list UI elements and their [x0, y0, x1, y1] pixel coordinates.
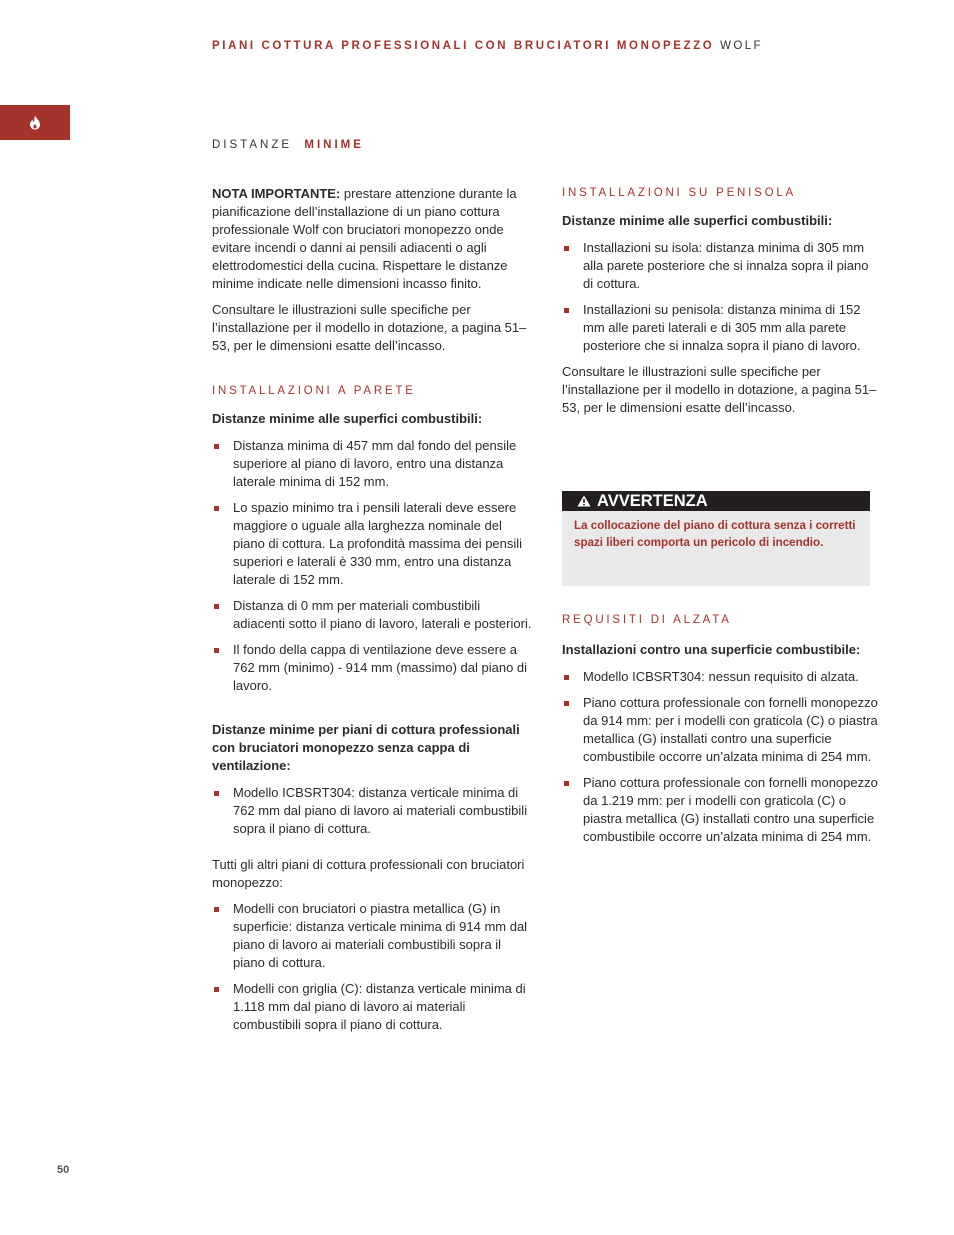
list-item: Distanza di 0 mm per materiali combustibili adiacenti sotto il piano di lavoro, laterali e posteriori. [212, 597, 532, 633]
riser-heading: REQUISITI DI ALZATA [562, 614, 732, 626]
warning-title: AVVERTENZA [597, 492, 708, 510]
list-item: Installazioni su penisola: distanza minima di 152 mm alle pareti laterali e di 305 mm alla parete posteriore che si innalza sopra il piano di lavoro. [562, 301, 878, 355]
riser-list [562, 668, 878, 846]
list-item: Modelli con griglia (C): distanza verticale minima di 1.118 mm dal piano di lavoro ai materiali combustibili sopra il piano di cottura. [212, 980, 532, 1034]
warning-text: La collocazione del piano di cottura senza i corretti spazi liberi comporta un pericolo di incendio. [574, 519, 856, 549]
section-title-highlight: MINIME [304, 139, 364, 151]
important-note [212, 185, 532, 293]
other-cooktops-text: Tutti gli altri piani di cottura professionali con bruciatori monopezzo: [212, 857, 525, 890]
riser-section [562, 613, 878, 846]
page-header [212, 40, 838, 52]
peninsula-list [562, 239, 878, 355]
consult-text: Consultare le illustrazioni sulle specifiche per l’installazione per il modello in dotazione, a pagina 51–53, per le dimensioni esatte dell’incasso. [212, 302, 527, 353]
section-tab [0, 105, 70, 140]
wall-list [212, 437, 532, 695]
peninsula-heading: INSTALLAZIONI SU PENISOLA [562, 187, 797, 199]
consult-text-right: Consultare le illustrazioni sulle specifiche per l’installazione per il modello in dotazione, a pagina 51–53, per le dimensioni esatte dell’incasso. [562, 364, 877, 415]
list-item: Piano cottura professionale con fornelli monopezzo da 1.219 mm: per i modelli con graticola (C) o piastra metallica (G) installati contro una superficie combustibile occorre un’alzata minima di 254 mm. [562, 774, 878, 846]
important-note-label: NOTA IMPORTANTE: [212, 186, 341, 201]
flame-icon [29, 115, 41, 130]
peninsula-subheading: Distanze minime alle superfici combustibili: [562, 213, 833, 228]
warning-header [562, 491, 870, 511]
header-title: PIANI COTTURA PROFESSIONALI CON BRUCIATORI MONOPEZZO [212, 40, 715, 52]
list-item: Modelli con bruciatori o piastra metallica (G) in superficie: distanza verticale minima di 914 mm dal piano di lavoro ai materiali combustibili sopra il piano di cottura. [212, 900, 532, 972]
page-number: 50 [57, 1164, 70, 1176]
list-item: Lo spazio minimo tra i pensili laterali deve essere maggiore o uguale alla larghezza nominale del piano di cottura. La profondità massima dei pensili superiori e laterali è 330 mm, entro una distanza laterale di 152 mm. [212, 499, 532, 589]
list-item: Il fondo della cappa di ventilazione deve essere a 762 mm (minimo) - 914 mm (massimo) dal piano di lavoro. [212, 641, 532, 695]
important-note-text: prestare attenzione durante la pianificazione dell’installazione di un piano cottura professionale Wolf con bruciatori monopezzo onde evitare incendi o danni ai pensili adiacenti o agli elettrodomestici della cucina. Rispettare le distanze minime indicate nelle dimensioni incasso finito. [212, 186, 517, 291]
list-item: Distanza minima di 457 mm dal fondo del pensile superiore al piano di lavoro, entro una distanza laterale minima di 152 mm. [212, 437, 532, 491]
list-item: Modello ICBSRT304: nessun requisito di alzata. [562, 668, 878, 686]
right-column [562, 186, 878, 417]
no-hood-list [212, 784, 532, 838]
section-title [212, 139, 364, 151]
no-hood-subheading: Distanze minime per piani di cottura professionali con bruciatori monopezzo senza cappa di ventilazione: [212, 722, 520, 773]
warning-box [562, 491, 870, 586]
wall-heading: INSTALLAZIONI A PARETE [212, 385, 416, 397]
wall-subheading: Distanze minime alle superfici combustibili: [212, 411, 483, 426]
list-item: Modello ICBSRT304: distanza verticale minima di 762 mm dal piano di lavoro ai materiali combustibili sopra il piano di cottura. [212, 784, 532, 838]
warning-triangle-icon [577, 495, 591, 507]
riser-subheading: Installazioni contro una superficie combustibile: [562, 642, 861, 657]
section-title-prefix: DISTANZE [212, 139, 293, 151]
list-item: Piano cottura professionale con fornelli monopezzo da 914 mm: per i modelli con graticola (C) o piastra metallica (G) installati contro una superficie combustibile occorre un’alzata minima di 254 mm. [562, 694, 878, 766]
list-item: Installazioni su isola: distanza minima di 305 mm alla parete posteriore che si innalza sopra il piano di cottura. [562, 239, 878, 293]
header-brand: WOLF [720, 40, 763, 52]
left-column [212, 185, 532, 1034]
other-cooktops-list [212, 900, 532, 1034]
